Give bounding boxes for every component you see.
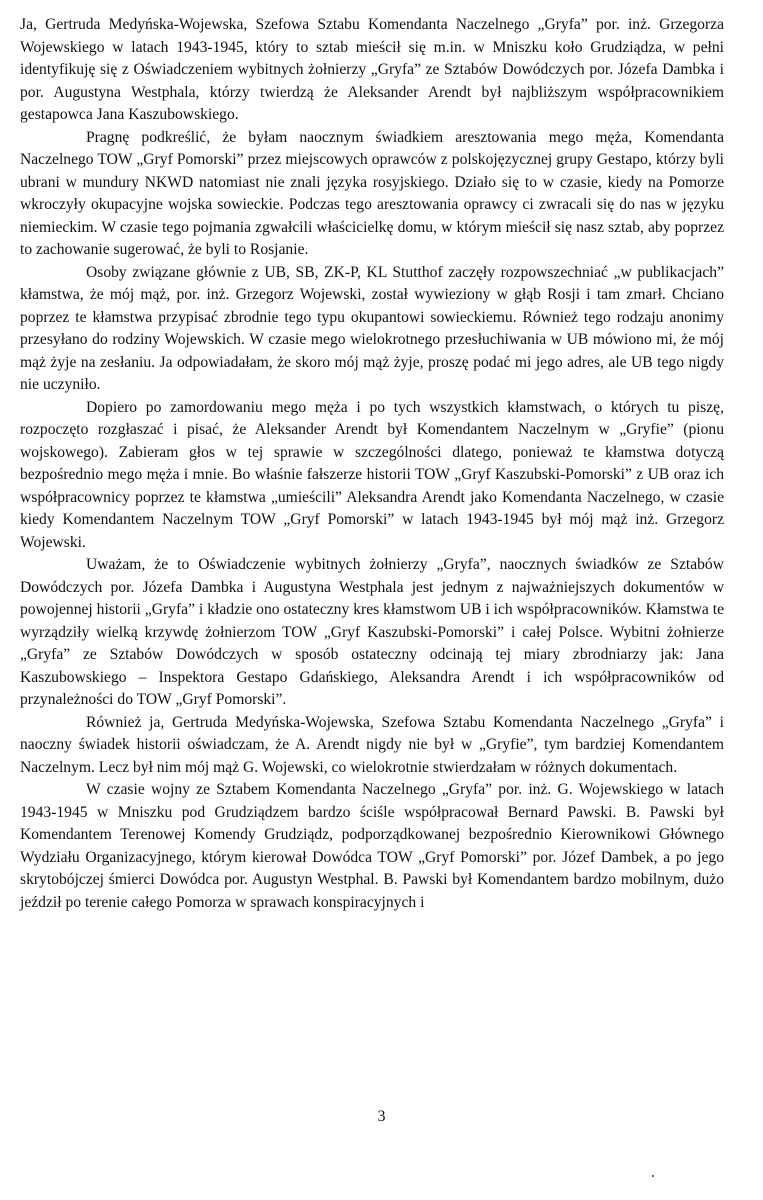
paragraph-3: Osoby związane głównie z UB, SB, ZK-P, KL Stutthof zaczęły rozpowszechniać „w publikacjach” kłamstwa, że mój mąż, por. inż. Grzegorz Wojewski, został wywieziony w głąb Rosji i tam zmarł. Chciano poprzez te kłamstwa przypisać zbrodnie tego typu okupantowi sowieckiemu. Również tego rodzaju anonimy przesyłano do rodziny Wojewskich. W czasie mego wielokrotnego przesłuchiwania w UB mówiono mi, że mój mąż żyje na zesłaniu. Ja odpowiadałam, że skoro mój mąż żyje, proszę podać mi jego adres, ale UB tego nigdy nie uczyniło. xyxy=(20,263,724,393)
document-body xyxy=(20,14,724,914)
page-number: 3 xyxy=(377,1108,386,1125)
scan-speck xyxy=(652,1175,654,1177)
paragraph-1: Ja, Gertruda Medyńska-Wojewska, Szefowa Sztabu Komendanta Naczelnego „Gryfa” por. inż. Grzegorza Wojewskiego w latach 1943-1945, który to sztab mieścił się m.in. w Mniszku koło Grudziądza, w pełni identyfikuję się z Oświadczeniem wybitnych żołnierzy „Gryfa” ze Sztabów Dowódczych por. Józefa Dambka i por. Augustyna Westphala, którzy twierdzą że Aleksander Arendt był najbliższym współpracownikiem gestapowca Jana Kaszubowskiego. xyxy=(20,16,724,123)
paragraph-6: Również ja, Gertruda Medyńska-Wojewska, Szefowa Sztabu Komendanta Naczelnego „Gryfa” i naoczny świadek historii oświadczam, że A. Arendt nigdy nie był w „Gryfie”, tym bardziej Komendantem Naczelnym. Lecz był nim mój mąż G. Wojewski, co wielokrotnie stwierdzałam w różnych dokumentach. xyxy=(20,713,724,776)
paragraph-5: Uważam, że to Oświadczenie wybitnych żołnierzy „Gryfa”, naocznych świadków ze Sztabów Dowódczych por. Józefa Dambka i Augustyna Westphala jest jednym z najważniejszych dokumentów w powojennej historii „Gryfa” i kładzie ono ostateczny kres kłamstwom UB i ich współpracowników. Kłamstwa te wyrządziły wielką krzywdę żołnierzom TOW „Gryf Kaszubski-Pomorski” i całej Polsce. Wybitni żołnierze „Gryfa” ze Sztabów Dowódczych w sposób ostateczny odcinają tej miary zbrodniarzy jak: Jana Kaszubowskiego – Inspektora Gestapo Gdańskiego, Aleksandra Arendt i ich współpracowników od przynależności do TOW „Gryf Pomorski”. xyxy=(20,556,724,708)
paragraph-4: Dopiero po zamordowaniu mego męża i po tych wszystkich kłamstwach, o których tu piszę, rozpoczęto rozgłaszać i pisać, że Aleksander Arendt był Komendantem Naczelnym w „Gryfie” (pionu wojskowego). Zabieram głos w tej sprawie w szczególności dlatego, ponieważ te kłamstwa dotyczą bezpośrednio mego męża i mnie. Bo właśnie fałszerze historii TOW „Gryf Kaszubski-Pomorski” z UB oraz ich współpracownicy poprzez te kłamstwa „umieścili” Aleksandra Arendt jako Komendanta Naczelnego, w czasie kiedy Komendantem Naczelnym TOW „Gryf Pomorski” w latach 1943-1945 był mój mąż inż. Grzegorz Wojewski. xyxy=(20,398,724,551)
paragraph-2: Pragnę podkreślić, że byłam naocznym świadkiem aresztowania mego męża, Komendanta Naczelnego TOW „Gryf Pomorski” przez miejscowych oprawców z polskojęzycznej grupy Gestapo, którzy byli ubrani w mundury NKWD natomiast nie znali języka rosyjskiego. Działo się to w czasie, kiedy na Pomorze wkroczyły okupacyjne wojska sowieckie. Podczas tego aresztowania oprawcy ci zwracali się do nas w języku niemieckim. W czasie tego pojmania zgwałcili właścicielkę domu, w którym mieścił się nasz sztab, aby poprzez to zachowanie sugerować, że byli to Rosjanie. xyxy=(20,128,724,258)
paragraph-7: W czasie wojny ze Sztabem Komendanta Naczelnego „Gryfa” por. inż. G. Wojewskiego w latach 1943-1945 w Mniszku pod Grudziądzem bardzo ściśle współpracował Bernard Pawski. B. Pawski był Komendantem Terenowej Komendy Grudziądz, podporządkowanej bezpośrednio Kierownikowi Głównego Wydziału Organizacyjnego, którym kierował Dowódca TOW „Gryf Pomorski” por. Józef Dambek, a po jego skrytobójczej śmierci Dowódca por. Augustyn Westphal. B. Pawski był Komendantem bardzo mobilnym, dużo jeździł po terenie całego Pomorza w sprawach konspiracyjnych i xyxy=(20,781,724,911)
